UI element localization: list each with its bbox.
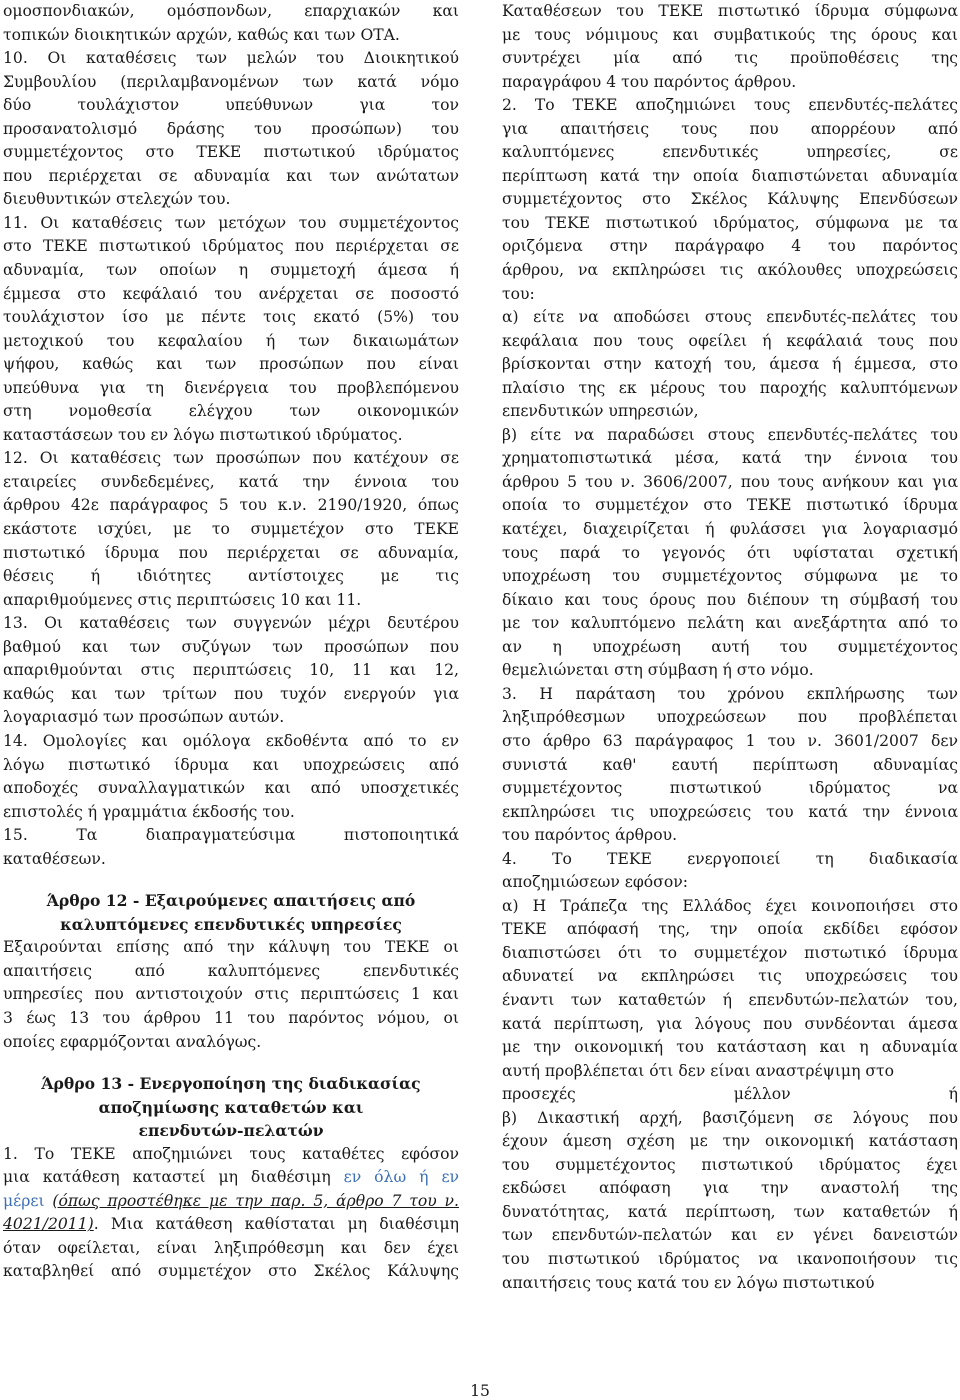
text-line: άρθρου 42ε παράγραφος 5 του κ.ν. 2190/1920, όπως: [3, 496, 459, 515]
text-line: στο ΤΕΚΕ πιστωτικού ιδρύματος που περιέρχεται σε: [3, 237, 459, 256]
text-line: αυτή προβλέπεται ότι δεν είναι αναστρέψιμη στο: [502, 1061, 895, 1080]
amendment-reference[interactable]: 4021/2011): [3, 1215, 94, 1234]
text-line: εκδώσει απόφαση για την αναστολή της: [502, 1179, 958, 1198]
text-line: χρηματοπιστωτικά μέσα, κατά την έννοια του: [502, 449, 958, 468]
text-line: έναντι των καταθετών ή επενδυτών-πελατών του,: [502, 990, 958, 1009]
text-line: Συμβουλίου (περιλαμβανομένων των κατά νόμο: [3, 72, 459, 91]
amendment-link[interactable]: εν όλω ή εν: [343, 1168, 459, 1187]
text-line: 14. Ομολογίες και ομόλογα εκδοθέντα από το εν: [3, 731, 459, 750]
text-line: δίκαιο και τους όρους που διέπουν τη σύμβασή του: [502, 590, 958, 609]
section-spacer: [3, 1054, 459, 1072]
text-line: συμμετέχοντος στο ΤΕΚΕ πιστωτικού ιδρύματος: [3, 143, 459, 162]
text-line: ληξιπρόθεσμων υποχρεώσεων που προβλέπεται: [502, 708, 958, 727]
text-line: Καταθέσεων του ΤΕΚΕ πιστωτικό ίδρυμα σύμφωνα: [502, 2, 958, 20]
text-line: 4. Το ΤΕΚΕ ενεργοποιεί τη διαδικασία: [502, 849, 958, 868]
text-line: αποδοχές συναλλαγματικών και από υποσχετικές: [3, 779, 459, 798]
text-line: όταν οφείλεται, είναι ληξιπρόθεσμη και δεν έχει: [3, 1238, 459, 1257]
text-line: βρίσκονται στην κατοχή του, άμεσα ή έμμεσα, στο: [502, 355, 958, 374]
article-12-body: [3, 936, 459, 1054]
article-12-heading: [3, 889, 459, 936]
text-line: β) είτε να παραδώσει στους επενδυτές-πελάτες του: [502, 425, 958, 444]
text-line: κατά περίπτωση, για λόγους που συνδέονται άμεσα: [502, 1014, 958, 1033]
text-line: του συμμετέχοντος πιστωτικού ιδρύματος έχει: [502, 1155, 958, 1174]
right-column: [502, 0, 958, 1295]
text-line: των επενδυτών-πελατών και εν γένει δανειστών: [502, 1226, 958, 1245]
text-line: 3 έως 13 του άρθρου 11 του παρόντος νόμου, οι: [3, 1008, 459, 1027]
amendment-reference[interactable]: (όπως προστέθηκε με την παρ. 5, άρθρο 7 του ν.: [52, 1191, 459, 1210]
article-13-heading: [3, 1072, 459, 1143]
text-line: στο άρθρο 63 παράγραφος 1 του ν. 3601/2007 δεν: [502, 731, 958, 750]
text-line: καταβληθεί από συμμετέχον στο Σκέλος Κάλυψης: [3, 1262, 459, 1281]
text-line: 2. Το ΤΕΚΕ αποζημιώνει τους επενδυτές-πελάτες: [502, 96, 958, 115]
text-line: εταιρείες συνδεδεμένες, κατά την έννοια του: [3, 472, 459, 491]
text-line: 13. Οι καταθέσεις των συγγενών μέχρι δευτέρου: [3, 614, 459, 633]
text-line: κεφάλαια που τους οφείλει ή κεφάλαιά τους που: [502, 331, 958, 350]
text-line: καταθέσεων.: [3, 849, 106, 868]
text-line: πλαίσιο της εκ μέρους του παροχής καλυπτόμενων: [502, 378, 958, 397]
text-line: αδυναμία, των οποίων η συμμετοχή άμεσα ή: [3, 261, 459, 280]
text-line: 11. Οι καταθέσεις των μετόχων του συμμετέχοντος: [3, 213, 459, 232]
text-line: διαπιστώσει ότι το συμμετέχον πιστωτικό ίδρυμα: [502, 943, 958, 962]
heading-line: αποζημίωσης καταθετών και: [98, 1097, 364, 1117]
text-line: παραγράφου 4 του παρόντος άρθρου.: [502, 72, 797, 91]
text-line: οποίες εφαρμόζονται αναλόγως.: [3, 1032, 262, 1051]
text-line: του παρόντος άρθρου.: [502, 826, 678, 845]
text-line: λογαριασμό των προσώπων αυτών.: [3, 708, 285, 727]
item-15: [3, 824, 459, 871]
text-line: [3, 1190, 459, 1214]
text-span: μια κατάθεση καταστεί μη διαθέσιμη: [3, 1168, 344, 1187]
page-number: 15: [470, 1382, 490, 1400]
article-13-body: [3, 1143, 459, 1284]
text-line: α) Η Τράπεζα της Ελλάδος έχει κοινοποιήσει στο: [502, 896, 958, 915]
text-line: θεμελιώνεται στη σύμβαση ή στο νόμο.: [502, 661, 814, 680]
heading-line: επενδυτών-πελατών: [138, 1121, 324, 1141]
text-line: συμμετέχοντος πιστωτικού ιδρύματος να: [502, 779, 958, 798]
text-line: οριζόμενα στην παράγραφο 4 του παρόντος: [502, 237, 958, 256]
amendment-link[interactable]: μέρει: [3, 1191, 45, 1210]
text-line: [3, 1213, 459, 1237]
text-line: αδυνατεί να εκπληρώσει τις υποχρεώσεις του: [502, 967, 958, 986]
text-line: β) Δικαστική αρχή, βασιζόμενη σε λόγους που: [502, 1108, 958, 1127]
text-line: επενδυτικών υπηρεσιών,: [502, 402, 699, 421]
text-line: απαριθμούμενες στις περιπτώσεις 10 και 11.: [3, 590, 362, 609]
section-spacer: [3, 871, 459, 889]
text-line: κατέχει, διαχειρίζεται ή φυλάσσει για λογαριασμό: [502, 520, 958, 539]
text-span: . Μια κατάθεση καθίσταται μη διαθέσιμη: [93, 1215, 459, 1234]
text-line: προσανατολισμό δράσης του προσώπων) του: [3, 119, 459, 138]
text-line: απαιτήσεις από καλυπτόμενες επενδυτικές: [3, 961, 459, 980]
text-line: καταστάσεων του εν λόγω πιστωτικού ιδρύματος.: [3, 425, 403, 444]
text-line: με τον καλυπτόμενο πελάτη και ανεξάρτητα από το: [502, 614, 958, 633]
heading-line: καλυπτόμενες επενδυτικές υπηρεσίες: [60, 914, 402, 934]
item-10: [3, 0, 459, 212]
text-line: συνιστά καθ' εαυτή περίπτωση αδυναμίας: [502, 755, 958, 774]
text-line: οποία το συμμετέχον στο ΤΕΚΕ πιστωτικό ίδρυμα: [502, 496, 958, 515]
text-line: στη νομοθεσία ελέγχου των οικονομικών: [3, 402, 459, 421]
text-line: συντρέχει μία από τις προϋποθέσεις της: [502, 49, 958, 68]
text-line: ομοσπονδιακών, ομόσπονδων, επαρχιακών και: [3, 2, 459, 20]
text-line: με την οικονομική του κατάσταση και η αδυναμία: [502, 1038, 958, 1057]
text-line: μετοχικού του κεφαλαίου ή των δικαιωμάτων: [3, 331, 459, 350]
text-line: συμμετέχοντος στο Σκέλος Κάλυψης Επενδύσεων: [502, 190, 958, 209]
text-line: καλυπτόμενες επενδυτικές υπηρεσίες, σε: [502, 143, 958, 162]
text-line: τοπικών διοικητικών αρχών, καθώς και των ΟΤΑ.: [3, 25, 400, 44]
text-line: του ΤΕΚΕ πιστωτικού ιδρύματος, σύμφωνα με τα: [502, 213, 958, 232]
text-line: εκπληρώσει τις υποχρεώσεις του κατά την έννοια: [502, 802, 958, 821]
text-line: 10. Οι καταθέσεις των μελών του Διοικητικού: [3, 49, 459, 68]
text-line: αν η υποχρέωση αυτή του συμμετέχοντος: [502, 637, 958, 656]
text-line: ψήφου, καθώς και των προσώπων που είναι: [3, 355, 459, 374]
text-line: δύο τουλάχιστον υπεύθυνων για τον: [3, 96, 459, 115]
item-13: [3, 612, 459, 730]
text-line: 15. Τα διαπραγματεύσιμα πιστοποιητικά: [3, 826, 459, 845]
text-line: 12. Οι καταθέσεις των προσώπων που κατέχουν σε: [3, 449, 459, 468]
text-line: του πιστωτικού ιδρύματος να ικανοποιήσουν τις: [502, 1249, 958, 1268]
item-12: [3, 447, 459, 612]
text-line: άρθρου, να εκπληρώσει τις ακόλουθες υποχρεώσεις: [502, 261, 958, 280]
text-line: υποχρέωση του συμμετέχοντος σύμφωνα με το: [502, 567, 958, 586]
left-column: [3, 0, 459, 1284]
heading-line: Άρθρο 12 - Εξαιρούμενες απαιτήσεις από: [46, 891, 416, 911]
text-line: με τους νόμιμους και συμβατικούς της όρους και: [502, 25, 958, 44]
text-line: Εξαιρούνται επίσης από την κάλυψη του ΤΕΚΕ οι: [3, 938, 459, 957]
text-line: εκάστοτε ισχύει, με το συμμετέχον στο ΤΕΚΕ: [3, 520, 459, 539]
text-line: υπεύθυνα για τη διενέργεια του προβλεπόμενου: [3, 378, 459, 397]
text-line: του:: [502, 284, 535, 303]
text-line: 3. Η παράταση του χρόνου εκπλήρωσης των: [502, 684, 958, 703]
text-line: τουλάχιστον ίσο με πέντε τοις εκατό (5%) του: [3, 308, 459, 327]
text-line: θέσεις ή ιδιότητες αντίστοιχες με τις: [3, 567, 459, 586]
text-line: ΤΕΚΕ απόφασή της, την οποία εκδίδει εφόσον: [502, 920, 958, 939]
text-line: α) είτε να αποδώσει στους επενδυτές-πελάτες του: [502, 308, 958, 327]
text-line: λόγω πιστωτικό ίδρυμα και υποχρεώσεις από: [3, 755, 459, 774]
text-line: υπηρεσίες που αντιστοιχούν στις περιπτώσεις 1 και: [3, 985, 459, 1004]
text-line: [3, 1166, 459, 1190]
text-line: για απαιτήσεις τους που απορρέουν από: [502, 119, 958, 138]
text-line: έμμεσα στο κεφάλαιό του ανέρχεται σε ποσοστό: [3, 284, 459, 303]
text-line: 1. Το ΤΕΚΕ αποζημιώνει τους καταθέτες εφόσον: [3, 1144, 459, 1163]
text-line: βαθμού και των συζύγων των προσώπων που: [3, 637, 459, 656]
text-line: απαριθμούνται στις περιπτώσεις 10, 11 και 12,: [3, 661, 459, 680]
item-14: [3, 730, 459, 824]
text-line: περίπτωση κατά την οποία διαπιστώνεται αδυναμία: [502, 166, 958, 185]
text-line: καθώς και των τρίτων που τυχόν ενεργούν για: [3, 684, 459, 703]
item-11: [3, 212, 459, 447]
text-line: διευθυντικών στελεχών του.: [3, 190, 231, 209]
text-line: αποζημιώσεων εφόσον:: [502, 873, 688, 892]
text-line: πιστωτικό ίδρυμα που περιέρχεται σε αδυναμία,: [3, 543, 459, 562]
text-line: άρθρου 5 του ν. 3606/2007, που τους ανήκουν και για: [502, 472, 958, 491]
text-line: δυνατότητας, κατά περίπτωση, των καταθετών ή: [502, 1202, 958, 1221]
text-line: έχουν άμεση σχέση με την οικονομική κατάσταση: [502, 1132, 958, 1151]
text-line: απαιτήσεις τους κατά του εν λόγω πιστωτικού: [502, 1273, 875, 1292]
text-line: που περιέρχεται σε αδυναμία και των ανώτατων: [3, 166, 459, 185]
text-line: τους παρά το γεγονός ότι υφίσταται σχετική: [502, 543, 958, 562]
heading-line: Άρθρο 13 - Ενεργοποίηση της διαδικασίας: [41, 1074, 421, 1094]
text-line: προσεχές μέλλον ή: [502, 1085, 958, 1104]
text-line: επιστολές ή γραμμάτια έκδοσής του.: [3, 802, 295, 821]
